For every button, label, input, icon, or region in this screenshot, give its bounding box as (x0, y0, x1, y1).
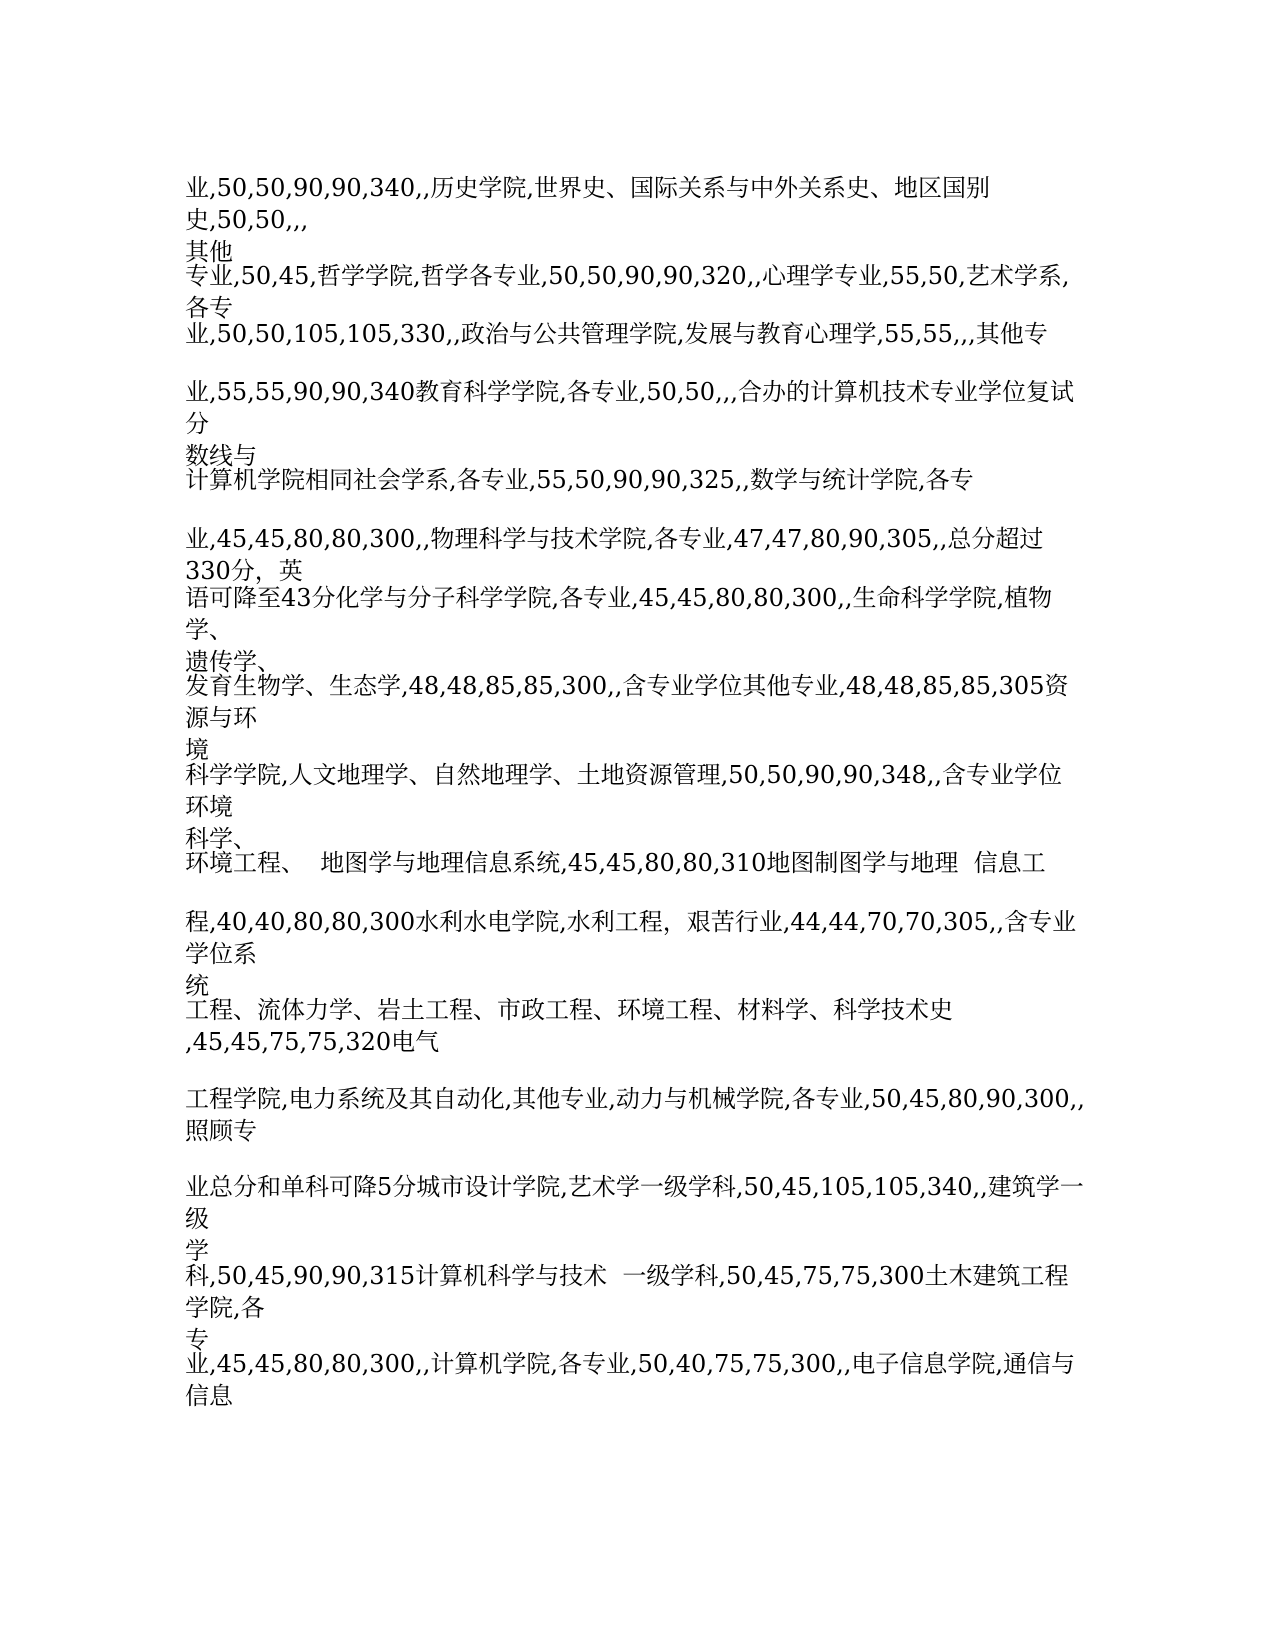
paragraph (185, 847, 1085, 879)
line: 专业,50,45,哲学学院,哲学各专业,50,50,90,90,320,,心理学专业,55,50,艺术学系,各专 (185, 262, 1070, 322)
line: 工程学院,电力系统及其自动化,其他专业,动力与机械学院,各专业,50,45,80,90,300,, (185, 1085, 1085, 1113)
line: 业总分和单科可降5分城市设计学院,艺术学一级学科,50,45,105,105,340,,建筑学一级 (185, 1173, 1084, 1233)
line: 科,50,45,90,90,315计算机科学与技术 一级学科,50,45,75,75,300土木建筑工程学院,各 (185, 1262, 1069, 1322)
paragraph (185, 260, 1085, 324)
paragraph (185, 318, 1085, 350)
line: 学 (185, 1237, 209, 1265)
line: 业,50,50,105,105,330,,政治与公共管理学院,发展与教育心理学,55,55,,,其他专 (185, 320, 1048, 348)
paragraph (185, 464, 1085, 496)
line: 语可降至43分化学与分子科学学院,各专业,45,45,80,80,300,,生命科学学院,植物学、 (185, 584, 1053, 644)
line: 照顾专 (185, 1117, 257, 1145)
paragraph (185, 1348, 1085, 1412)
paragraph (185, 172, 1085, 268)
line: 业,45,45,80,80,300,,物理科学与技术学院,各专业,47,47,80,90,305,,总分超过330分，英 (185, 525, 1044, 585)
line: 业,50,50,90,90,340,,历史学院,世界史、国际关系与中外关系史、地区国别史,50,50,,, (185, 174, 990, 234)
line: 境 (185, 736, 209, 764)
line: 专 (185, 1326, 209, 1354)
paragraph (185, 670, 1085, 766)
line: 统 (185, 972, 209, 1000)
line: 程,40,40,80,80,300水利水电学院,水利工程，艰苦行业,44,44,70,70,305,,含专业学位系 (185, 908, 1077, 968)
line: 数线与 (185, 442, 257, 470)
line: 环境工程、 地图学与地理信息系统,45,45,80,80,310地图制图学与地理 信息工 (185, 849, 1046, 877)
line: 其他 (185, 238, 233, 266)
line: 业,45,45,80,80,300,,计算机学院,各专业,50,40,75,75,300,,电子信息学院,通信与信息 (185, 1350, 1075, 1410)
paragraph (185, 759, 1085, 855)
line: 工程、流体力学、岩土工程、市政工程、环境工程、材料学、科学技术史 (185, 996, 953, 1024)
paragraph (185, 1083, 1085, 1147)
line: 计算机学院相同社会学系,各专业,55,50,90,90,325,,数学与统计学院,各专 (185, 466, 974, 494)
paragraph (185, 994, 1085, 1058)
line: 业,55,55,90,90,340教育科学学院,各专业,50,50,,,合办的计算机技术专业学位复试分 (185, 378, 1074, 438)
line: 遗传学、 (185, 648, 281, 676)
paragraph (185, 906, 1085, 1002)
paragraph (185, 582, 1085, 678)
paragraph (185, 376, 1085, 472)
paragraph (185, 1260, 1085, 1356)
paragraph (185, 523, 1085, 587)
line: 发育生物学、生态学,48,48,85,85,300,,含专业学位其他专业,48,48,85,85,305资源与环 (185, 672, 1069, 732)
line: 科学、 (185, 825, 257, 853)
line: ,45,45,75,75,320电气 (185, 1028, 440, 1056)
paragraph (185, 1171, 1085, 1267)
line: 科学学院,人文地理学、自然地理学、土地资源管理,50,50,90,90,348,,含专业学位环境 (185, 761, 1062, 821)
